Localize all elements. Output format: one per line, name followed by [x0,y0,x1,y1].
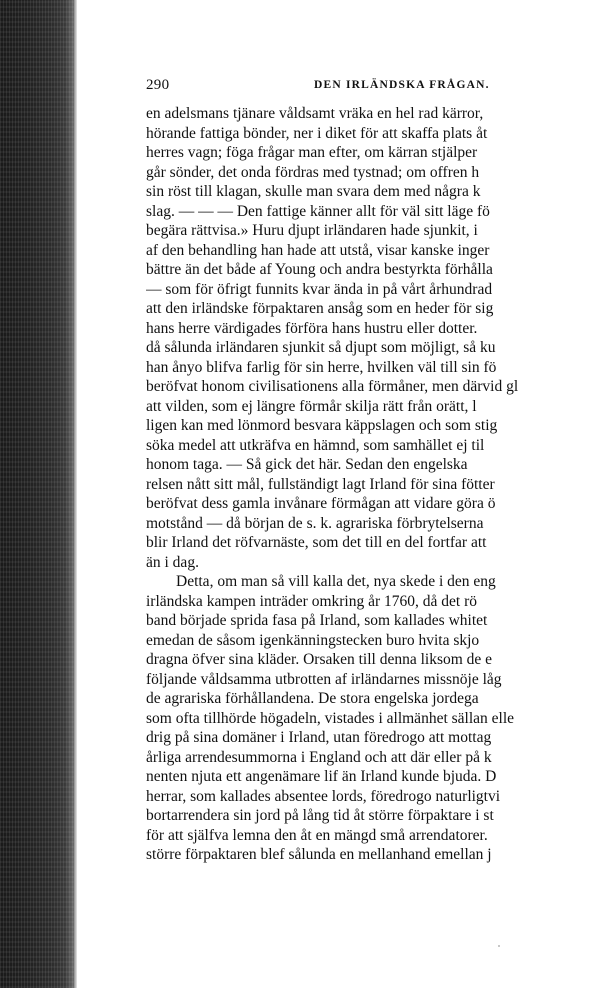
text-line: att vilden, som ej längre förmår skilja rätt från orätt, l [146,397,477,415]
text-line: slag. — — — Den fattige känner allt för väl sitt läge fö [146,202,490,220]
text-line: hans herre värdigades förföra hans hustru eller dotter. [146,319,478,337]
text-line: irländska kampen inträder omkring år 1760, då det rö [146,592,477,610]
running-title: DEN IRLÄNDSKA FRÅGAN. [314,79,490,91]
text-line: af den behandling han hade att utstå, visar kanske inger [146,241,490,259]
body-text [146,104,608,865]
text-line: honom taga. — Så gick det här. Sedan den engelska [146,456,468,473]
text-line: beröfvat honom civilisationens alla förmåner, men därvid gl [146,378,519,395]
text-line: blir Irland det röfvarnäste, som det till en del fortfar att [146,534,487,551]
paper-speck [498,945,500,947]
text-line: sin röst till klagan, skulle man svara dem med några k [146,183,481,200]
text-line: för att själfva lemna den åt en mängd små arrendatorer. [146,826,488,844]
page-gutter-edge [74,0,77,988]
text-line: större förpaktaren blef sålunda en mellanhand emellan j [146,846,492,863]
text-line: att den irländske förpaktaren ansåg som en heder för sig [146,300,494,317]
text-line: beröfvat dess gamla invånare förmågan att vidare göra ö [146,495,496,512]
paragraph-start-line: Detta, om man så vill kalla det, nya skede i den eng [176,573,496,590]
book-binding-shadow [0,0,74,988]
running-header [146,77,608,97]
text-line: begära rättvisa.» Huru djupt irländaren hade sjunkit, i [146,222,478,239]
text-line: går sönder, det onda fördras med tystnad; om offren h [146,163,480,181]
text-line: då sålunda irländaren sjunkit så djupt som möjligt, så ku [146,339,496,356]
text-line: band började sprida fasa på Irland, som kallades whitet [146,612,488,629]
page-number: 290 [146,77,170,93]
text-line: herrar, som kallades absentee lords, föredrogo naturligtvi [146,787,501,805]
text-line: — som för öfrigt funnits kvar ända in på vårt århundrad [146,280,493,298]
text-line: de agrariska förhållandena. De stora engelska jordega [146,690,479,707]
text-line: söka medel att utkräfva en hämnd, som samhället ej til [146,436,485,454]
text-line: följande våldsamma utbrotten af irländarnes missnöje låg [146,670,502,688]
text-line: som ofta tillhörde högadeln, vistades i allmänhet sällan elle [146,709,515,727]
text-line: drig på sina domäner i Irland, utan föredrogo att mottag [146,729,492,746]
text-line: än i dag. [146,553,199,571]
text-line: motstånd — då början de s. k. agrariska förbrytelserna [146,514,484,532]
text-line: nenten njuta ett angenämare lif än Irland kunde bjuda. D [146,768,497,785]
text-line: han ånyo blifva farlig för sin herre, hvilken väl till sin fö [146,358,497,376]
text-line: herres vagn; föga frågar man efter, om kärran stjälper [146,144,478,161]
text-line: årliga arrendesummorna i England och att där eller på k [146,748,492,766]
text-line: dragna öfver sina kläder. Orsaken till denna liksom de e [146,651,493,668]
text-line: hörande fattiga bönder, ner i diket för att skaffa plats åt [146,124,488,142]
text-line: relsen nått sitt mål, fullständigt lagt Irland för sina fötter [146,475,495,493]
text-line: ligen kan med lönmord besvara käppslagen och som stig [146,417,498,434]
book-page [146,0,608,988]
text-line: emedan de såsom igenkänningstecken buro hvita skjo [146,631,480,649]
text-line: bättre än det både af Young och andra bestyrkta förhålla [146,261,493,278]
text-line: en adelsmans tjänare våldsamt vräka en hel rad kärror, [146,105,484,122]
text-line: bortarrendera sin jord på lång tid åt större förpaktare i st [146,807,494,824]
